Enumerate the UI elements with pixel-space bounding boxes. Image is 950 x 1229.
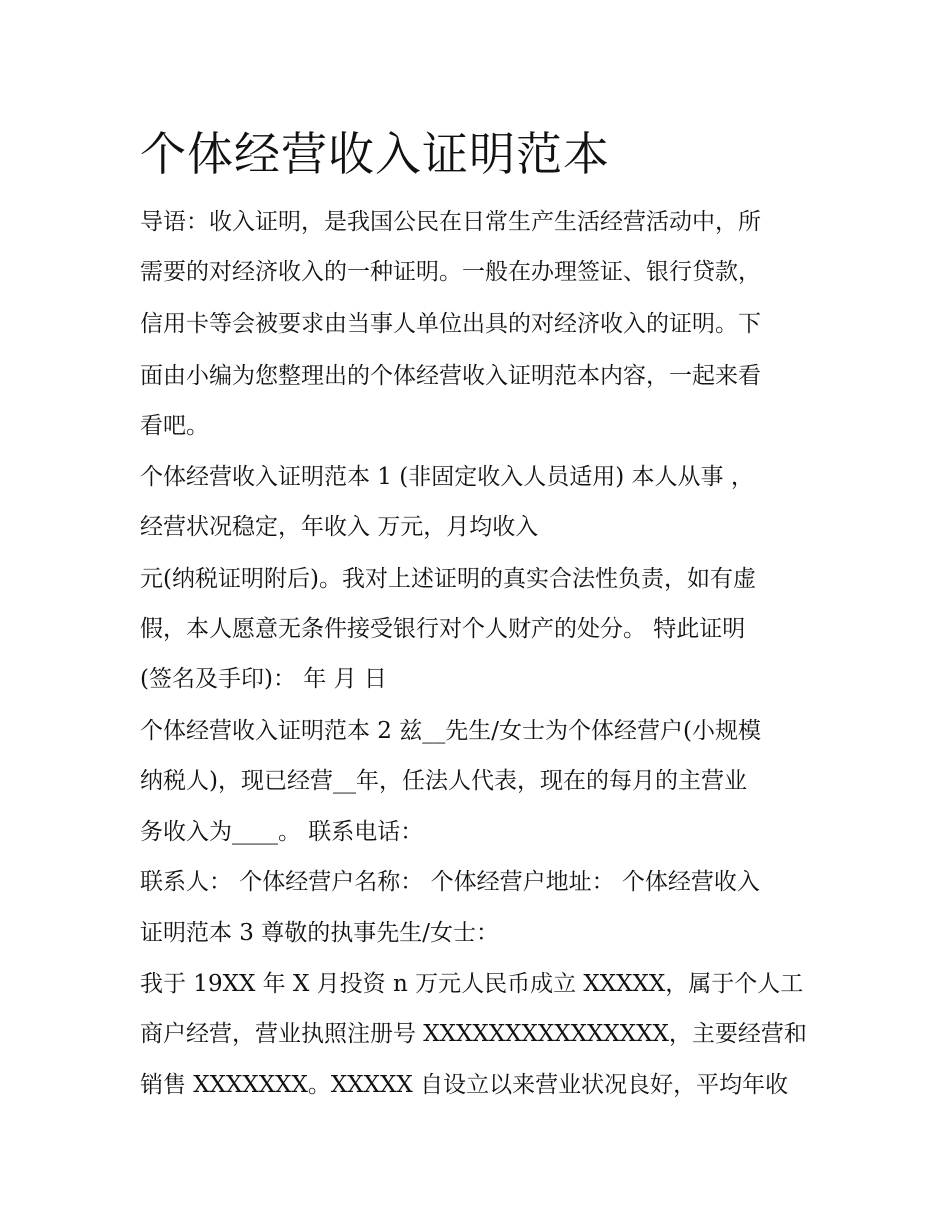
paragraph-line: 联系人： 个体经营户名称： 个体经营户地址： 个体经营收入 bbox=[140, 869, 760, 895]
paragraph-line: 需要的对经济收入的一种证明。一般在办理签证、银行贷款， bbox=[140, 259, 761, 285]
paragraph-line: 个体经营收入证明范本 1 (非固定收入人员适用) 本人从事 ， bbox=[140, 464, 754, 490]
paragraph-line: 看吧。 bbox=[140, 413, 209, 439]
paragraph-line: 我于 19XX 年 X 月投资 n 万元人民币成立 XXXXX，属于个人工 bbox=[140, 971, 804, 997]
paragraph-line: 个体经营收入证明范本 2 兹__先生/女士为个体经营户(小规模 bbox=[140, 718, 761, 744]
paragraph-line: 经营状况稳定，年收入 万元，月均收入 bbox=[140, 514, 539, 540]
paragraph-line: 元(纳税证明附后)。我对上述证明的真实合法性负责，如有虚 bbox=[140, 566, 756, 592]
paragraph-line: 纳税人)，现已经营__年，任法人代表，现在的每月的主营业 bbox=[140, 768, 747, 794]
paragraph-line: 信用卡等会被要求由当事人单位出具的对经济收入的证明。下 bbox=[140, 311, 761, 337]
paragraph-line: 销售 XXXXXXX。XXXXX 自设立以来营业状况良好，平均年收 bbox=[140, 1072, 789, 1098]
paragraph-line: 假，本人愿意无条件接受银行对个人财产的处分。 特此证明 bbox=[140, 616, 746, 642]
paragraph-line: 务收入为____。 联系电话： bbox=[140, 819, 424, 845]
paragraph-line: (签名及手印)： 年 月 日 bbox=[140, 666, 387, 692]
paragraph-line: 证明范本 3 尊敬的执事先生/女士： bbox=[140, 920, 500, 946]
paragraph-line: 面由小编为您整理出的个体经营收入证明范本内容，一起来看 bbox=[140, 363, 761, 389]
paragraph-line: 商户经营，营业执照注册号 XXXXXXXXXXXXXXX，主要经营和 bbox=[140, 1021, 807, 1047]
paragraph-line: 导语：收入证明，是我国公民在日常生产生活经营活动中，所 bbox=[140, 209, 761, 235]
document-title: 个体经营收入证明范本 bbox=[140, 127, 610, 181]
